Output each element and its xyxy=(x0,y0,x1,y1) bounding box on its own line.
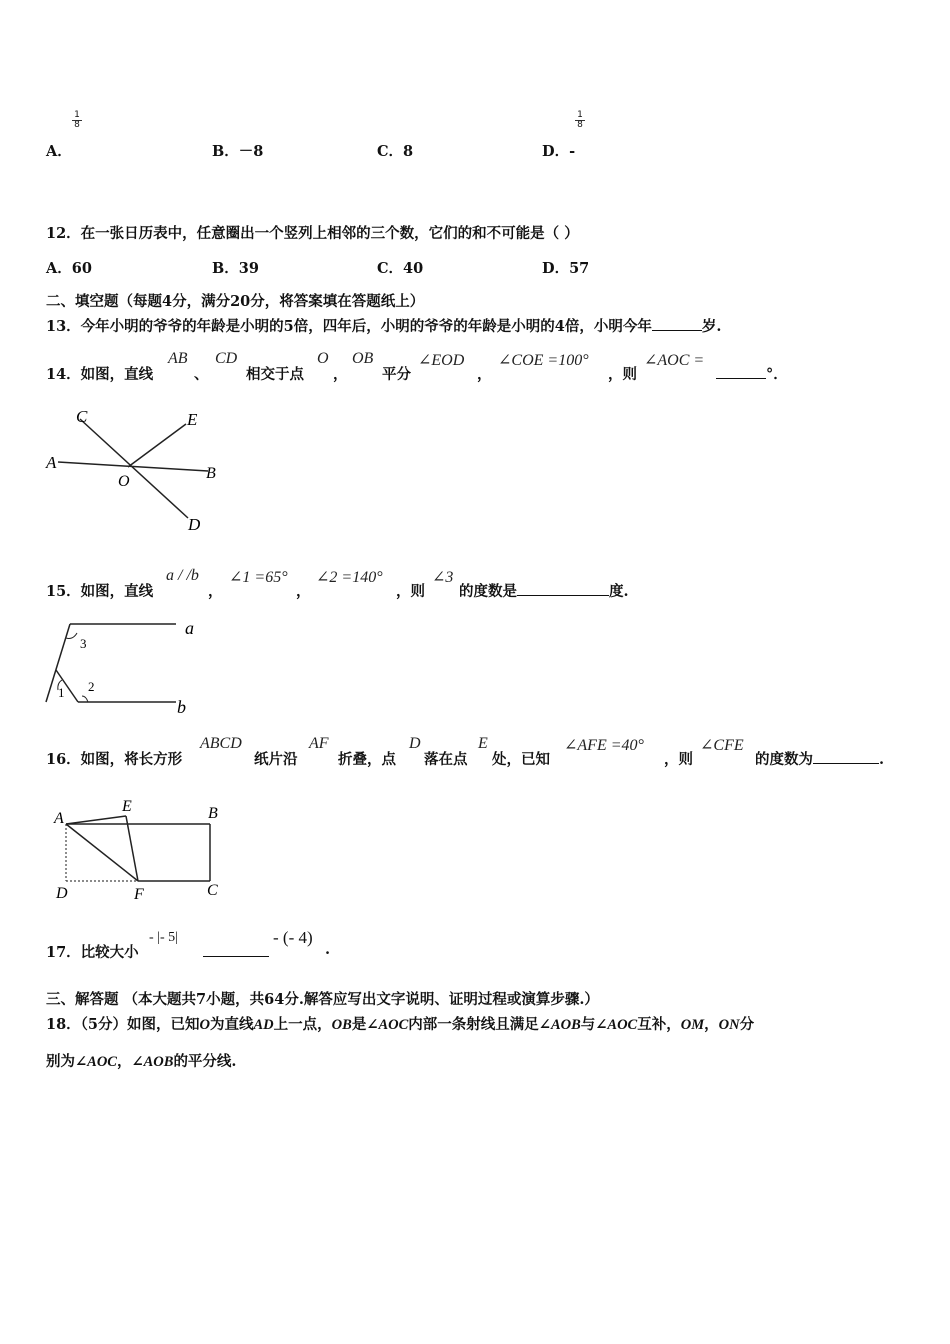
label-d: D xyxy=(56,885,68,902)
q14-o: O xyxy=(317,350,329,367)
q18-l2b: ， xyxy=(116,1053,132,1070)
q15-figure xyxy=(40,612,210,722)
q15-p3: 的度数是 xyxy=(459,583,517,600)
q14-p3: 平分 xyxy=(382,366,411,383)
section2-title: 二、填空题（每题4分，满分20分，将答案填在答题纸上） xyxy=(46,293,425,310)
q15-c1: ， xyxy=(208,583,223,600)
fraction-numerator: 1 xyxy=(577,110,583,120)
q17-right-expression: - (- 4) xyxy=(273,928,313,947)
q12-option-d: D．57 xyxy=(542,260,590,277)
q16-cfe: ∠CFE xyxy=(700,737,744,754)
angle2-arc xyxy=(82,696,88,702)
q16-afe: ∠AFE =40° xyxy=(564,737,644,754)
label-a: a xyxy=(185,618,194,638)
q16-figure xyxy=(44,795,234,905)
q17-answer-blank xyxy=(203,955,269,957)
q17-end: . xyxy=(325,941,331,958)
label-3: 3 xyxy=(80,636,87,651)
q15-angle1: ∠1 =65° xyxy=(229,569,288,586)
q18-ad: AD xyxy=(253,1017,274,1033)
q11-option-a-fraction xyxy=(72,111,82,130)
q14-answer-blank xyxy=(716,377,766,379)
q12-option-a: A．60 xyxy=(46,260,92,277)
q13-answer-blank xyxy=(652,329,702,331)
q18-l1b: 为直线 xyxy=(210,1016,254,1033)
q15-unit: 度. xyxy=(609,583,629,600)
q18-l1a: 18．（5分）如图，已知 xyxy=(46,1016,200,1033)
q18-ob: OB xyxy=(331,1017,352,1033)
q12-option-b: B．39 xyxy=(212,260,259,277)
q16-p4: 落在点 xyxy=(424,751,468,768)
q18-l1h: ， xyxy=(704,1016,719,1033)
q14-answer-line xyxy=(716,363,788,384)
q14-comma1: ， xyxy=(333,366,348,383)
q11-option-d-fraction xyxy=(575,111,585,130)
q18-l1g: 互补， xyxy=(637,1016,681,1033)
q16-af: AF xyxy=(309,735,329,752)
q15-p2: ，则 xyxy=(396,583,425,600)
section3-title: 三、解答题 （本大题共7小题，共64分.解答应写出文字说明、证明过程或演算步骤.） xyxy=(46,991,599,1008)
q18-om: OM xyxy=(680,1017,705,1033)
label-a: A xyxy=(46,453,57,472)
q18-aoc1: ∠AOC xyxy=(366,1017,409,1033)
q15-p1: 15．如图，直线 xyxy=(46,583,154,600)
q16-p5: 处，已知 xyxy=(492,751,550,768)
q13-text xyxy=(46,315,721,336)
label-c: C xyxy=(76,407,88,426)
q18-l2a: 别为 xyxy=(46,1053,75,1070)
q16-p3: 折叠，点 xyxy=(338,751,396,768)
label-b: B xyxy=(206,465,216,482)
q18-o: O xyxy=(199,1017,211,1033)
label-o: O xyxy=(118,473,130,490)
q11-option-a-label: A． xyxy=(46,143,72,160)
q14-comma2: ， xyxy=(477,366,492,383)
q14-p4: ，则 xyxy=(608,366,637,383)
label-d: D xyxy=(188,515,201,534)
q18-l1f: 与 xyxy=(580,1016,596,1033)
folded-ae xyxy=(66,816,126,824)
q12-option-c: C．40 xyxy=(377,260,424,277)
fraction-denominator: 8 xyxy=(575,120,585,130)
q16-p7: 的度数为 xyxy=(755,751,813,768)
q13-unit: 岁. xyxy=(701,318,722,335)
q14-p2: 相交于点 xyxy=(246,366,304,383)
q15-answer-blank xyxy=(517,594,609,596)
q18-on: ON xyxy=(718,1017,740,1033)
q13-stem: 13．今年小明的爷爷的年龄是小明的5倍，四年后，小明的爷爷的年龄是小明的4倍，小明今年 xyxy=(46,318,652,335)
q14-aoc: ∠AOC = xyxy=(644,352,705,369)
label-c: C xyxy=(207,882,218,899)
q14-ab: AB xyxy=(168,350,188,367)
q18-l1e: 内部一条射线且满足 xyxy=(408,1016,539,1033)
q11-option-a xyxy=(46,140,72,161)
q16-answer-blank xyxy=(813,762,879,764)
q14-eod: ∠EOD xyxy=(418,352,465,369)
ray-oe xyxy=(128,424,186,467)
q15-answer-line xyxy=(459,580,629,601)
q15-c2: ， xyxy=(296,583,311,600)
q16-p1: 16．如图，将长方形 xyxy=(46,751,183,768)
label-a: A xyxy=(54,810,64,827)
q16-end: . xyxy=(879,751,885,768)
q18-aob2: ∠AOB xyxy=(131,1054,174,1070)
q15-angle2: ∠2 =140° xyxy=(316,569,383,586)
q14-sep1: 、 xyxy=(194,366,209,383)
q15-angle3: ∠3 xyxy=(432,569,454,586)
q18-line1 xyxy=(46,1013,754,1034)
q14-figure xyxy=(40,400,230,540)
q18-l2c: 的平分线. xyxy=(173,1053,237,1070)
q16-d: D xyxy=(409,735,421,752)
q18-aoc2: ∠AOC xyxy=(595,1017,638,1033)
q11-option-d-label: D．- xyxy=(542,143,576,160)
q15-ab: a / /b xyxy=(166,567,199,584)
q14-coe: ∠COE =100° xyxy=(498,352,589,369)
label-b: B xyxy=(208,805,218,822)
q18-line2 xyxy=(46,1050,237,1071)
q11-option-b: B．－8 xyxy=(212,143,264,160)
q18-l1c: 上一点， xyxy=(273,1016,332,1033)
q14-p1: 14．如图，直线 xyxy=(46,366,154,383)
q16-answer-line xyxy=(755,748,884,769)
q16-p2: 纸片沿 xyxy=(254,751,298,768)
label-b: b xyxy=(177,697,186,717)
q18-aob1: ∠AOB xyxy=(538,1017,581,1033)
q14-cd: CD xyxy=(215,350,238,367)
q12-stem: 12．在一张日历表中，任意圈出一个竖列上相邻的三个数，它们的和不可能是（ ） xyxy=(46,225,579,242)
q14-ob: OB xyxy=(352,350,374,367)
fraction-denominator: 8 xyxy=(72,120,82,130)
q17-left-expression: - |- 5| xyxy=(149,930,178,945)
q14-unit: °． xyxy=(766,366,788,383)
label-1: 1 xyxy=(58,685,65,700)
label-2: 2 xyxy=(88,679,95,694)
q17-p1: 17．比较大小 xyxy=(46,944,139,961)
folded-ef xyxy=(126,816,138,881)
q11-option-d xyxy=(542,140,575,161)
q11-option-c: C．8 xyxy=(377,143,414,160)
label-f: F xyxy=(134,886,144,903)
crease-af xyxy=(66,824,138,881)
label-e: E xyxy=(187,410,198,429)
fraction-numerator: 1 xyxy=(74,110,80,120)
q16-abcd: ABCD xyxy=(200,735,242,752)
q16-p6: ，则 xyxy=(664,751,693,768)
q18-l1i: 分 xyxy=(739,1016,755,1033)
label-e: E xyxy=(122,798,132,815)
q18-aoc3: ∠AOC xyxy=(75,1054,117,1070)
q16-e: E xyxy=(478,735,488,752)
q18-l1d: 是 xyxy=(351,1016,367,1033)
